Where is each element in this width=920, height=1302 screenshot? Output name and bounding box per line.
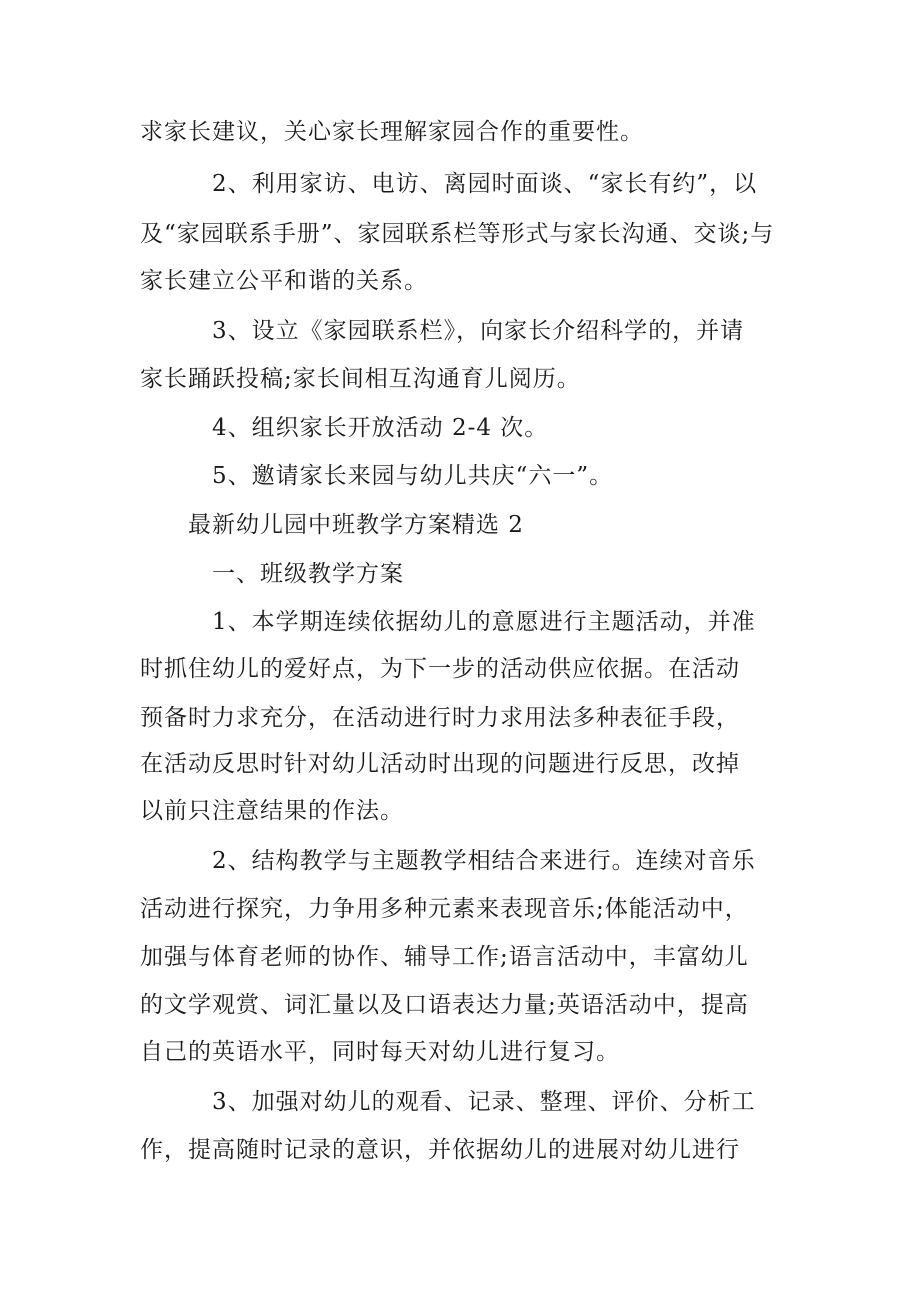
section-title: 最新幼儿园中班教学方案精选 2 (188, 512, 524, 538)
paragraph-line: 的文学观赏、词汇量以及口语表达力量;英语活动中，提高 (140, 992, 749, 1018)
paragraph-line: 自己的英语水平，同时每天对幼儿进行复习。 (140, 1039, 620, 1065)
subsection-title: 一、班级教学方案 (212, 561, 404, 587)
paragraph-line: 2、利用家访、电访、离园时面谈、“家长有约”，以 (212, 171, 758, 197)
paragraph-line: 3、设立《家园联系栏》，向家长介绍科学的，并请 (212, 318, 745, 344)
paragraph-line: 3、加强对幼儿的观看、记录、整理、评价、分析工 (212, 1089, 756, 1115)
paragraph-line: 时抓住幼儿的爱好点，为下一步的活动供应依据。在活动 (140, 656, 740, 682)
paragraph-line: 4、组织家长开放活动 2-4 次。 (212, 415, 549, 441)
paragraph-line: 及“家园联系手册”、家园联系栏等形式与家长沟通、交谈;与 (140, 221, 775, 247)
paragraph-line: 活动进行探究，力争用多种元素来表现音乐;体能活动中， (140, 896, 749, 922)
paragraph-line: 2、结构教学与主题教学相结合来进行。连续对音乐 (212, 848, 756, 874)
paragraph-line: 家长踊跃投稿;家长间相互沟通育儿阅历。 (140, 366, 581, 392)
paragraph-line: 5、邀请家长来园与幼儿共庆“六一”。 (212, 463, 614, 489)
paragraph-line: 1、本学期连续依据幼儿的意愿进行主题活动，并准 (212, 609, 756, 635)
paragraph-line: 求家长建议，关心家长理解家园合作的重要性。 (140, 119, 644, 145)
paragraph-line: 加强与体育老师的协作、辅导工作;语言活动中，丰富幼儿 (140, 944, 749, 970)
paragraph-line: 家长建立公平和谐的关系。 (140, 268, 428, 294)
paragraph-line: 作，提高随时记录的意识，并依据幼儿的进展对幼儿进行 (140, 1137, 740, 1163)
paragraph-line: 在活动反思时针对幼儿活动时出现的问题进行反思，改掉 (140, 751, 740, 777)
paragraph-line: 以前只注意结果的作法。 (140, 798, 404, 824)
paragraph-line: 预备时力求充分，在活动进行时力求用法多种表征手段， (140, 705, 740, 731)
